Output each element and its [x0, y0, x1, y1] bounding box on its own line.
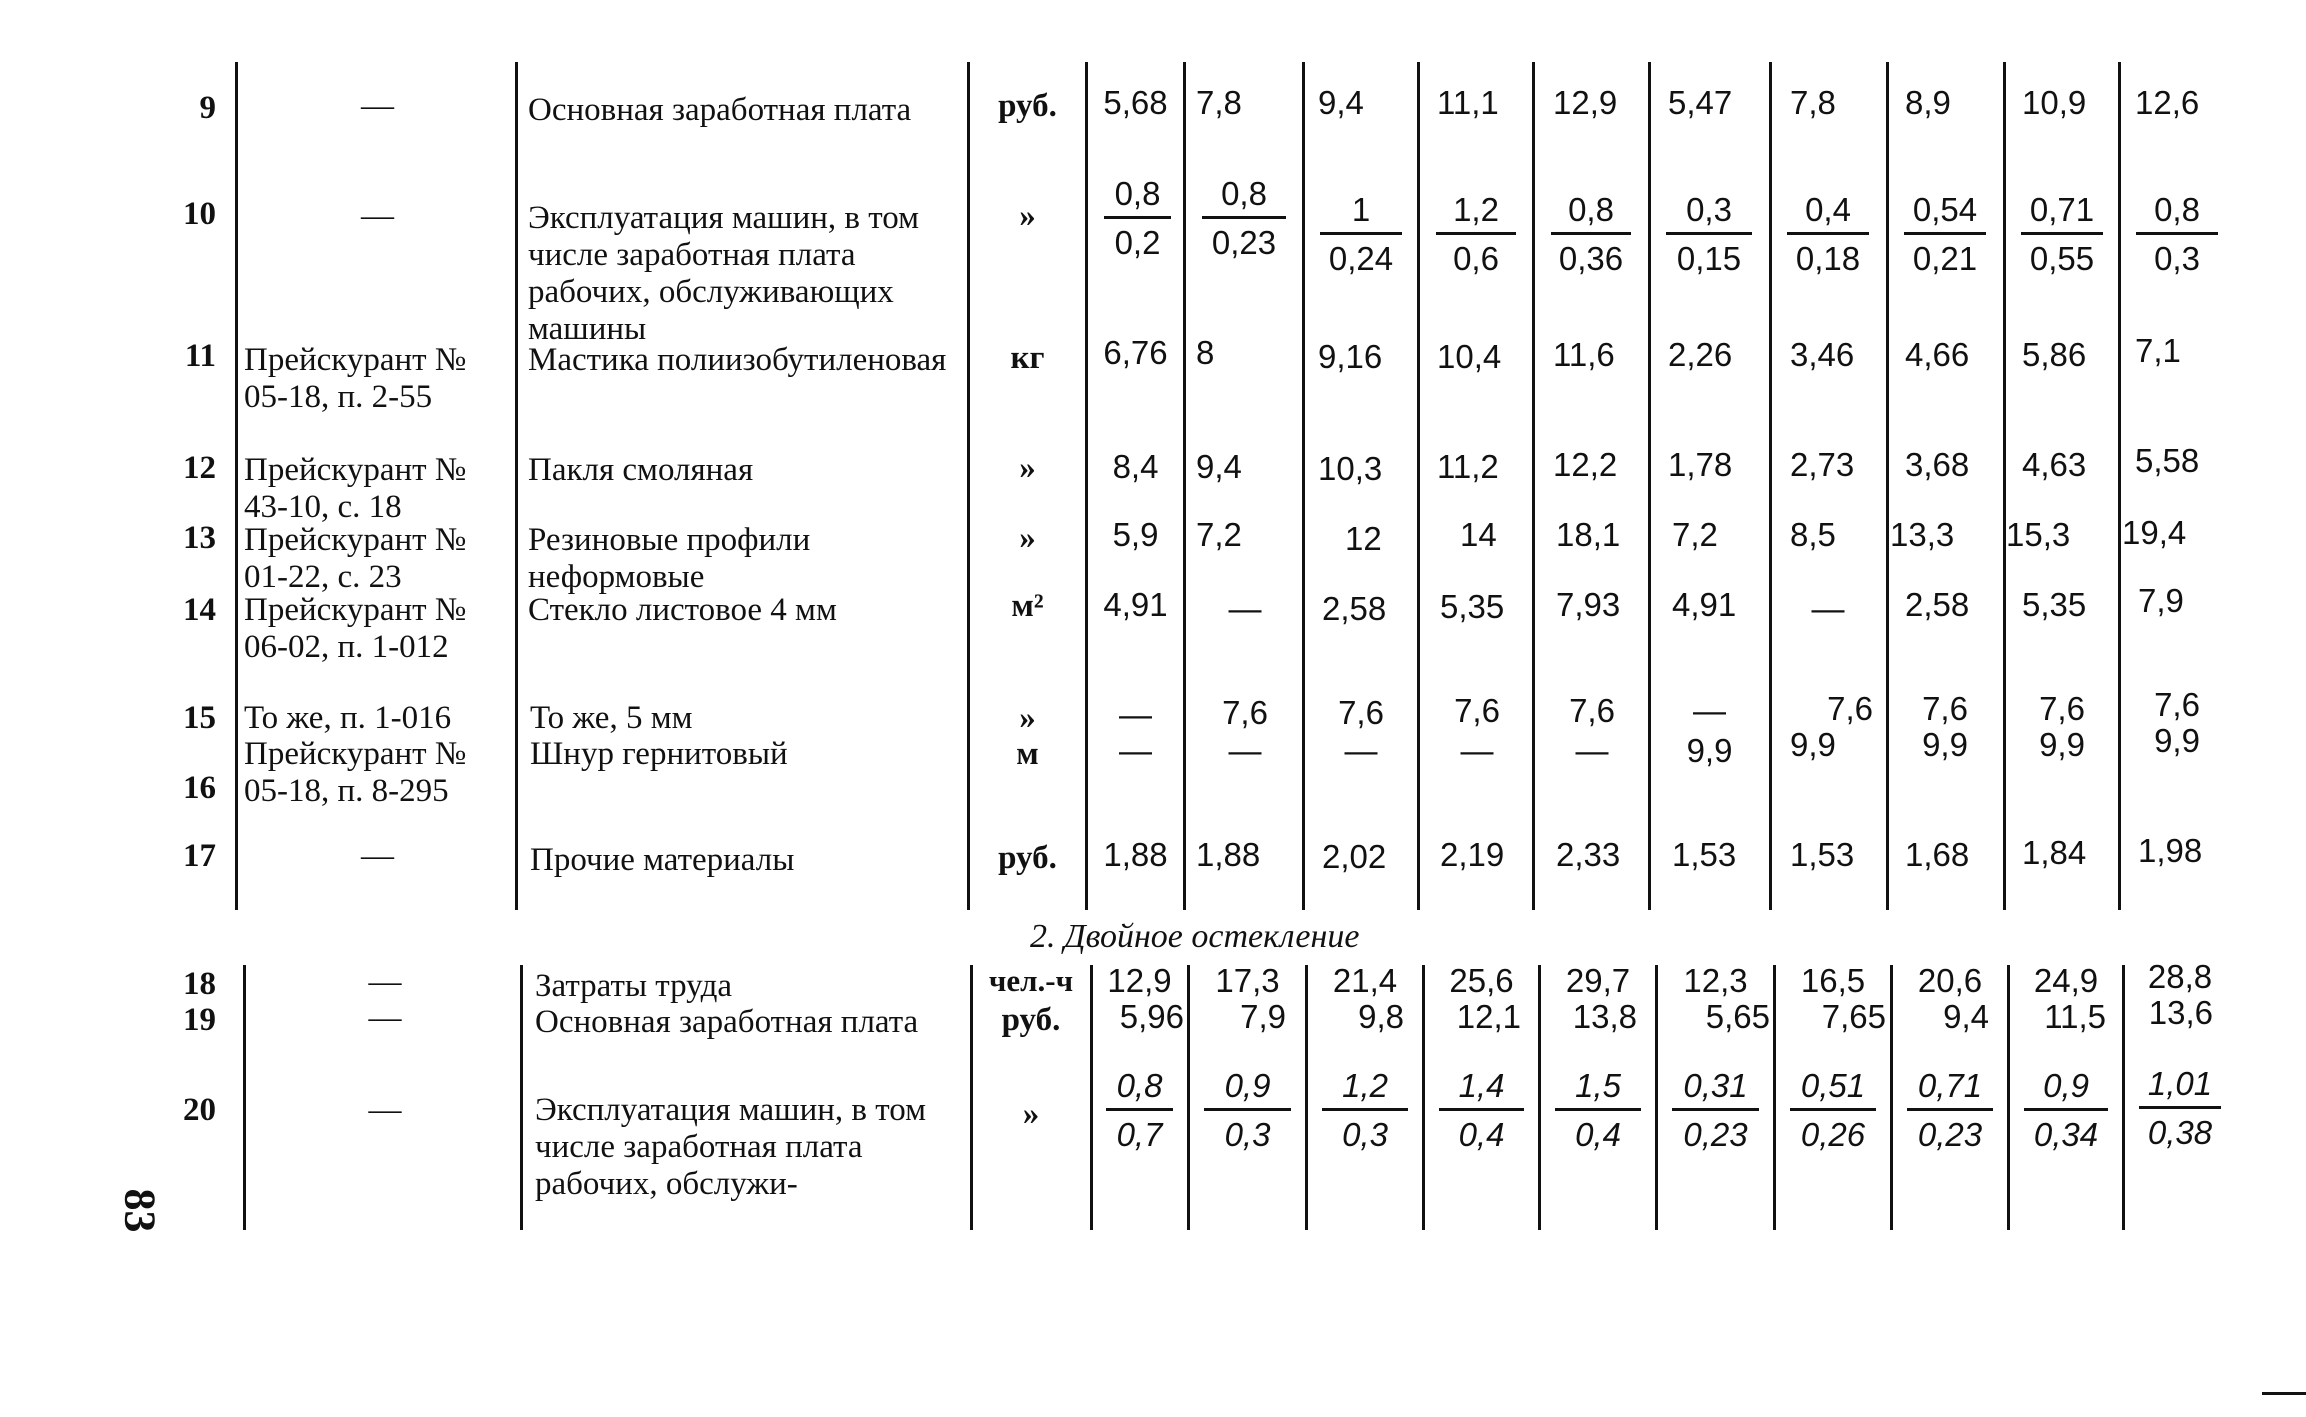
denominator: 0,4 [1458, 1116, 1505, 1153]
value: 1,68 [1905, 836, 1970, 873]
value: 24,9 [2033, 962, 2099, 999]
value: 5,96 [1119, 998, 1184, 1035]
unit: руб. [998, 840, 1057, 876]
value: 8,4 [1112, 448, 1159, 485]
value: 9,4 [1196, 448, 1242, 485]
value: 1,53 [1790, 836, 1855, 873]
value: 13,6 [2148, 994, 2213, 1031]
section-title: 2. Двойное остекление [1030, 918, 1360, 955]
value: 16,5 [1800, 962, 1866, 999]
fraction [1658, 1068, 1773, 1153]
fraction [2007, 192, 2117, 277]
numerator: 1,2 [1322, 1068, 1408, 1111]
unit: » [1022, 1096, 1040, 1132]
rule [2003, 62, 2006, 910]
value: 1,53 [1672, 836, 1737, 873]
value: 20,6 [1917, 962, 1983, 999]
source: То же, п. 1-016 [244, 700, 452, 736]
source: Прейскурант № 43-10, с. 18 [244, 452, 467, 525]
value: 10,9 [2022, 84, 2087, 121]
value: 7,9 [1240, 998, 1286, 1035]
source: Прейскурант № 05-18, п. 8-295 [244, 736, 467, 809]
value: 4,91 [1672, 586, 1737, 623]
fraction [2122, 192, 2232, 277]
description: Прочие материалы [530, 842, 795, 878]
value: 1,88 [1103, 836, 1168, 873]
value: 5,86 [2022, 336, 2087, 373]
unit: м [1016, 736, 1039, 772]
value: 7,6 [1222, 694, 1268, 731]
description: Шнур гернитовый [530, 736, 788, 772]
value: 2,19 [1440, 836, 1505, 873]
rule [1302, 62, 1305, 910]
value: 15,3 [2006, 516, 2071, 553]
fraction [1188, 176, 1300, 261]
value: 12,2 [1553, 446, 1618, 483]
value: 9,9 [1922, 726, 1968, 763]
rule [1886, 62, 1889, 910]
value: 12,1 [1456, 998, 1521, 1035]
value: 7,1 [2135, 332, 2181, 369]
value: 9,4 [1318, 84, 1364, 121]
value: 1,98 [2138, 832, 2203, 869]
value: 7,93 [1556, 586, 1621, 623]
numerator: 1,5 [1555, 1068, 1641, 1111]
numerator: 1,2 [1436, 192, 1516, 235]
numerator: 0,71 [2021, 192, 2103, 235]
numerator: 0,54 [1904, 192, 1986, 235]
value: 5,65 [1705, 998, 1770, 1035]
numerator: 1 [1320, 192, 1402, 235]
value: 9,9 [1790, 726, 1836, 763]
value: 1,84 [2022, 834, 2087, 871]
denominator: 0,34 [2033, 1116, 2099, 1153]
value: — [1575, 732, 1609, 769]
value: 28,8 [2147, 958, 2213, 995]
numerator: 0,71 [1907, 1068, 1993, 1111]
row-number: 10 [183, 196, 216, 232]
fraction [1425, 1068, 1538, 1153]
value: 5,35 [1440, 588, 1505, 625]
value: — [1228, 590, 1262, 627]
value: 12,6 [2135, 84, 2200, 121]
value: 7,6 [1827, 690, 1873, 727]
unit: м² [1011, 588, 1044, 624]
rule [515, 62, 518, 910]
row-number: 14 [183, 592, 216, 628]
fraction [2010, 1068, 2122, 1153]
value: 8,5 [1790, 516, 1836, 553]
value: 11,1 [1437, 84, 1499, 121]
margin-mark [2262, 1392, 2306, 1395]
denominator: 0,21 [1912, 240, 1978, 277]
description: Эксплуатация машин, в том числе заработная плата рабочих, обслуживающих машины [528, 200, 919, 347]
fraction [1537, 192, 1645, 277]
description: Основная заработная плата [535, 1004, 919, 1040]
value: — [1228, 732, 1262, 769]
numerator: 0,8 [1104, 176, 1171, 219]
denominator: 0,15 [1676, 240, 1742, 277]
unit: руб. [998, 88, 1057, 124]
row-number: 15 [183, 700, 216, 736]
value: 5,68 [1103, 84, 1168, 121]
source: — [361, 88, 394, 124]
value: 4,63 [2022, 446, 2087, 483]
description: То же, 5 мм [530, 700, 693, 736]
numerator: 0,9 [1204, 1068, 1291, 1111]
row-number: 19 [183, 1002, 216, 1038]
value: 7,6 [2154, 686, 2200, 723]
value: 11,6 [1553, 336, 1615, 373]
value: 9,9 [2039, 726, 2085, 763]
value: 5,47 [1668, 84, 1733, 121]
numerator: 0,8 [1106, 1068, 1173, 1111]
description: Затраты труда [535, 968, 733, 1004]
description: Стекло листовое 4 мм [528, 592, 837, 628]
unit: чел.-ч [988, 963, 1074, 998]
numerator: 0,8 [1551, 192, 1631, 235]
denominator: 0,36 [1558, 240, 1624, 277]
denominator: 0,18 [1795, 240, 1861, 277]
denominator: 0,2 [1114, 224, 1161, 261]
rule [1085, 62, 1088, 910]
rule [1648, 62, 1651, 910]
value: — [1119, 696, 1152, 733]
denominator: 0,23 [1917, 1116, 1983, 1153]
value: 9,9 [1686, 732, 1733, 769]
value: 2,58 [1905, 586, 1970, 623]
value: 8,9 [1905, 84, 1951, 121]
fraction [1890, 192, 2000, 277]
rule [1532, 62, 1535, 910]
rule [243, 965, 246, 1230]
numerator: 0,8 [1202, 176, 1286, 219]
denominator: 0,23 [1683, 1116, 1748, 1153]
value: 7,8 [1196, 84, 1242, 121]
denominator: 0,4 [1575, 1116, 1621, 1153]
numerator: 0,9 [2024, 1068, 2108, 1111]
description: Резиновые профили неформовые [528, 522, 811, 595]
row-number: 16 [183, 770, 216, 806]
fraction [1090, 176, 1185, 261]
value: 5,35 [2022, 586, 2087, 623]
value: 1,78 [1668, 446, 1733, 483]
value: 14 [1460, 516, 1497, 553]
value: 9,4 [1943, 998, 1989, 1035]
unit: » [1019, 198, 1036, 234]
value: 2,02 [1322, 838, 1387, 875]
value: 8 [1196, 334, 1215, 371]
row-number: 17 [183, 838, 216, 874]
value: 7,65 [1821, 998, 1886, 1035]
source: — [368, 1092, 402, 1128]
numerator: 1,01 [2139, 1066, 2221, 1109]
row-number: 13 [183, 520, 216, 556]
value: 7,2 [1196, 516, 1242, 553]
fraction [1893, 1068, 2007, 1153]
value: 6,76 [1103, 334, 1168, 371]
denominator: 0,26 [1800, 1116, 1866, 1153]
fraction [1776, 1068, 1890, 1153]
fraction [1541, 1068, 1655, 1153]
value: 5,9 [1112, 516, 1159, 553]
value: 3,68 [1905, 446, 1970, 483]
value: 3,46 [1790, 336, 1855, 373]
row-number: 18 [183, 966, 216, 1002]
value: 12,3 [1683, 962, 1748, 999]
denominator: 0,23 [1211, 224, 1277, 261]
value: 9,16 [1318, 338, 1383, 375]
value: 9,8 [1358, 998, 1404, 1035]
numerator: 1,4 [1439, 1068, 1524, 1111]
value: 25,6 [1449, 962, 1514, 999]
value: 2,58 [1322, 590, 1387, 627]
rule [1769, 62, 1772, 910]
fraction [1308, 1068, 1422, 1153]
value: 29,7 [1565, 962, 1631, 999]
description: Пакля смоляная [528, 452, 754, 488]
value: 7,6 [2039, 690, 2085, 727]
description: Основная заработная плата [528, 92, 912, 128]
unit: » [1019, 450, 1036, 486]
unit: кг [1010, 340, 1045, 376]
denominator: 0,3 [1224, 1116, 1271, 1153]
denominator: 0,24 [1328, 240, 1394, 277]
rule [1417, 62, 1420, 910]
value: 13,8 [1572, 998, 1637, 1035]
value: 17,3 [1215, 962, 1280, 999]
source: Прейскурант № 01-22, с. 23 [244, 522, 467, 595]
fraction [1190, 1068, 1305, 1153]
fraction [1652, 192, 1766, 277]
value: 9,9 [2154, 722, 2200, 759]
value: 7,6 [1338, 694, 1384, 731]
unit: » [1019, 520, 1036, 556]
source: — [368, 964, 402, 1000]
fraction [2125, 1066, 2235, 1151]
value: 2,33 [1556, 836, 1621, 873]
fraction [1773, 192, 1883, 277]
source: — [368, 1000, 402, 1036]
value: 4,91 [1103, 586, 1168, 623]
value: 11,5 [2044, 998, 2106, 1035]
value: 2,26 [1668, 336, 1733, 373]
value: — [1119, 732, 1152, 769]
source: Прейскурант № 05-18, п. 2-55 [244, 342, 467, 415]
denominator: 0,7 [1116, 1116, 1163, 1153]
value: 10,4 [1437, 338, 1502, 375]
row-number: 12 [183, 450, 216, 486]
value: 7,8 [1790, 84, 1836, 121]
rule [520, 965, 523, 1230]
numerator: 0,51 [1790, 1068, 1876, 1111]
value: 7,6 [1922, 690, 1968, 727]
value: 19,4 [2122, 514, 2187, 551]
fraction [1422, 192, 1530, 277]
row-number: 20 [183, 1092, 216, 1128]
source: — [361, 198, 394, 234]
value: 2,73 [1790, 446, 1855, 483]
value: 7,2 [1672, 516, 1718, 553]
denominator: 0,6 [1453, 240, 1499, 277]
value: 12,9 [1107, 962, 1172, 999]
value: 5,58 [2135, 442, 2200, 479]
denominator: 0,38 [2147, 1114, 2213, 1151]
numerator: 0,8 [2136, 192, 2218, 235]
value: 21,4 [1332, 962, 1398, 999]
denominator: 0,3 [2154, 240, 2200, 277]
numerator: 0,3 [1666, 192, 1752, 235]
value: 12 [1345, 520, 1382, 557]
value: 13,3 [1890, 516, 1955, 553]
value: 11,2 [1437, 448, 1499, 485]
value: — [1811, 590, 1845, 627]
row-number: 11 [184, 338, 216, 374]
value: — [1344, 732, 1378, 769]
description: Мастика полиизобутиленовая [528, 342, 947, 378]
fraction [1092, 1068, 1187, 1153]
page-number: 83 [115, 1188, 165, 1233]
numerator: 0,31 [1672, 1068, 1759, 1111]
rule [2118, 62, 2121, 910]
value: 4,66 [1905, 336, 1970, 373]
source: — [361, 838, 394, 874]
value: 1,88 [1196, 836, 1261, 873]
denominator: 0,55 [2029, 240, 2095, 277]
value: 7,6 [1569, 692, 1615, 729]
value: 12,9 [1553, 84, 1618, 121]
row-number: 9 [199, 90, 216, 126]
unit: » [1019, 700, 1036, 736]
unit: руб. [1001, 1002, 1061, 1038]
value: 10,3 [1318, 450, 1383, 487]
denominator: 0,3 [1342, 1116, 1388, 1153]
value: — [1460, 732, 1494, 769]
value: 7,9 [2138, 582, 2184, 619]
source: Прейскурант № 06-02, п. 1-012 [244, 592, 467, 665]
numerator: 0,4 [1787, 192, 1869, 235]
value: 7,6 [1454, 692, 1500, 729]
rule [235, 62, 238, 910]
description: Эксплуатация машин, в том числе заработная плата рабочих, обслужи- [535, 1092, 926, 1202]
fraction [1306, 192, 1416, 277]
value: — [1693, 692, 1726, 729]
value: 18,1 [1556, 516, 1621, 553]
